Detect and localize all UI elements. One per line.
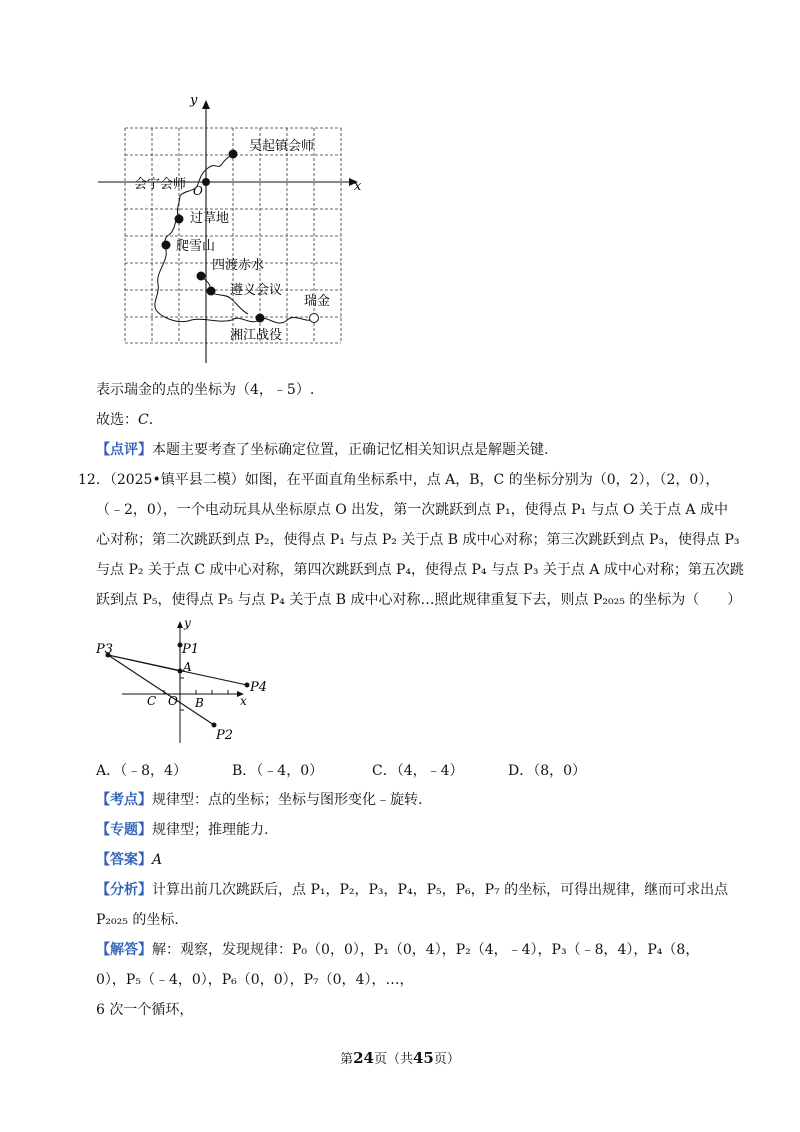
fenxi-line-2: P₂₀₂₅ 的坐标. bbox=[96, 912, 179, 928]
place-label: 瑞金 bbox=[304, 294, 331, 309]
q12-line-4: 与点 P₂ 关于点 C 成中心对称，第四次跳跃到点 P₄，使得点 P₄ 与点 P₃ 关于点 A 成中心对称；第五次跳 bbox=[96, 562, 744, 578]
jieda-line-2: 0），P₅（﹣4，0），P₆（0，0），P₇（0，4），…， bbox=[96, 972, 414, 988]
q12-line-3: 心对称；第二次跳跃到点 P₂，使得点 P₁ 与点 P₂ 关于点 B 成中心对称；第三次跳跃到点 P₃，使得点 P₃ bbox=[96, 532, 740, 548]
label-p2: P2 bbox=[216, 728, 234, 743]
label-a: A bbox=[183, 660, 192, 674]
place-label: 湘江战役 bbox=[230, 328, 283, 343]
daan-line: 【答案】A bbox=[96, 852, 163, 868]
place-label: 四渡赤水 bbox=[212, 258, 265, 273]
label-b: B bbox=[195, 696, 204, 710]
option-c[interactable]: C．（4，﹣4） bbox=[372, 763, 464, 779]
jump-figure bbox=[92, 615, 272, 750]
place-label: 过草地 bbox=[190, 211, 230, 226]
prev-comment-line: 【点评】本题主要考查了坐标确定位置，正确记忆相关知识点是解题关键. bbox=[96, 442, 549, 458]
label-y: y bbox=[184, 616, 191, 630]
label-o: O bbox=[168, 694, 178, 708]
zhuanti-line: 【专题】规律型；推理能力. bbox=[96, 822, 269, 838]
label-p1: P1 bbox=[182, 642, 200, 657]
label-p3: P3 bbox=[96, 642, 114, 657]
option-b[interactable]: B．（﹣4，0） bbox=[232, 763, 324, 779]
long-march-figure bbox=[90, 88, 380, 373]
q12-line-5: 跃到点 P₅，使得点 P₅ 与点 P₄ 关于点 B 成中心对称…照此规律重复下去，则点 P₂₀₂₅ 的坐标为（ ） bbox=[96, 592, 742, 608]
place-label: 爬雪山 bbox=[176, 239, 216, 254]
label-x: x bbox=[240, 694, 247, 708]
q12-line-2: （﹣2，0），一个电动玩具从坐标原点 O 出发，第一次跳跃到点 P₁，使得点 P₁ 与点 O 关于点 A 成中 bbox=[96, 502, 728, 518]
label-c: C bbox=[147, 694, 157, 708]
jieda-line-1: 【解答】解：观察，发现规律：P₀（0，0），P₁（0，4），P₂（4，﹣4），P₃（﹣8，4），P₄（8， bbox=[96, 942, 700, 958]
x-axis-label: x bbox=[354, 179, 362, 194]
fenxi-line-1: 【分析】计算出前几次跳跃后，点 P₁，P₂，P₃，P₄，P₅，P₆，P₇ 的坐标，可得出规律，继而可求出点 bbox=[96, 882, 729, 898]
prev-choice-line: 故选：C. bbox=[96, 412, 154, 428]
origin-label: O bbox=[193, 184, 203, 198]
place-label: 会宁会师 bbox=[134, 177, 187, 192]
option-a[interactable]: A．（﹣8，4） bbox=[96, 763, 187, 779]
label-p4: P4 bbox=[250, 680, 268, 695]
page-footer: 第24页（共45页） bbox=[340, 1049, 460, 1067]
comment-tag: 【点评】 bbox=[96, 442, 152, 458]
y-axis-label: y bbox=[190, 93, 198, 108]
q12-line-1: 12．（2025•镇平县二模）如图，在平面直角坐标系中，点 A，B，C 的坐标分别为（0，2），（2，0）， bbox=[78, 472, 720, 488]
option-d[interactable]: D．（8，0） bbox=[508, 763, 587, 779]
place-label: 遵义会议 bbox=[230, 283, 283, 298]
jieda-line-3: 6 次一个循环， bbox=[96, 1002, 194, 1018]
prev-answer-line: 表示瑞金的点的坐标为（4，﹣5）. bbox=[96, 382, 315, 398]
place-label: 吴起镇会师 bbox=[249, 139, 315, 154]
kaodian-line: 【考点】规律型：点的坐标；坐标与图形变化﹣旋转. bbox=[96, 792, 423, 808]
